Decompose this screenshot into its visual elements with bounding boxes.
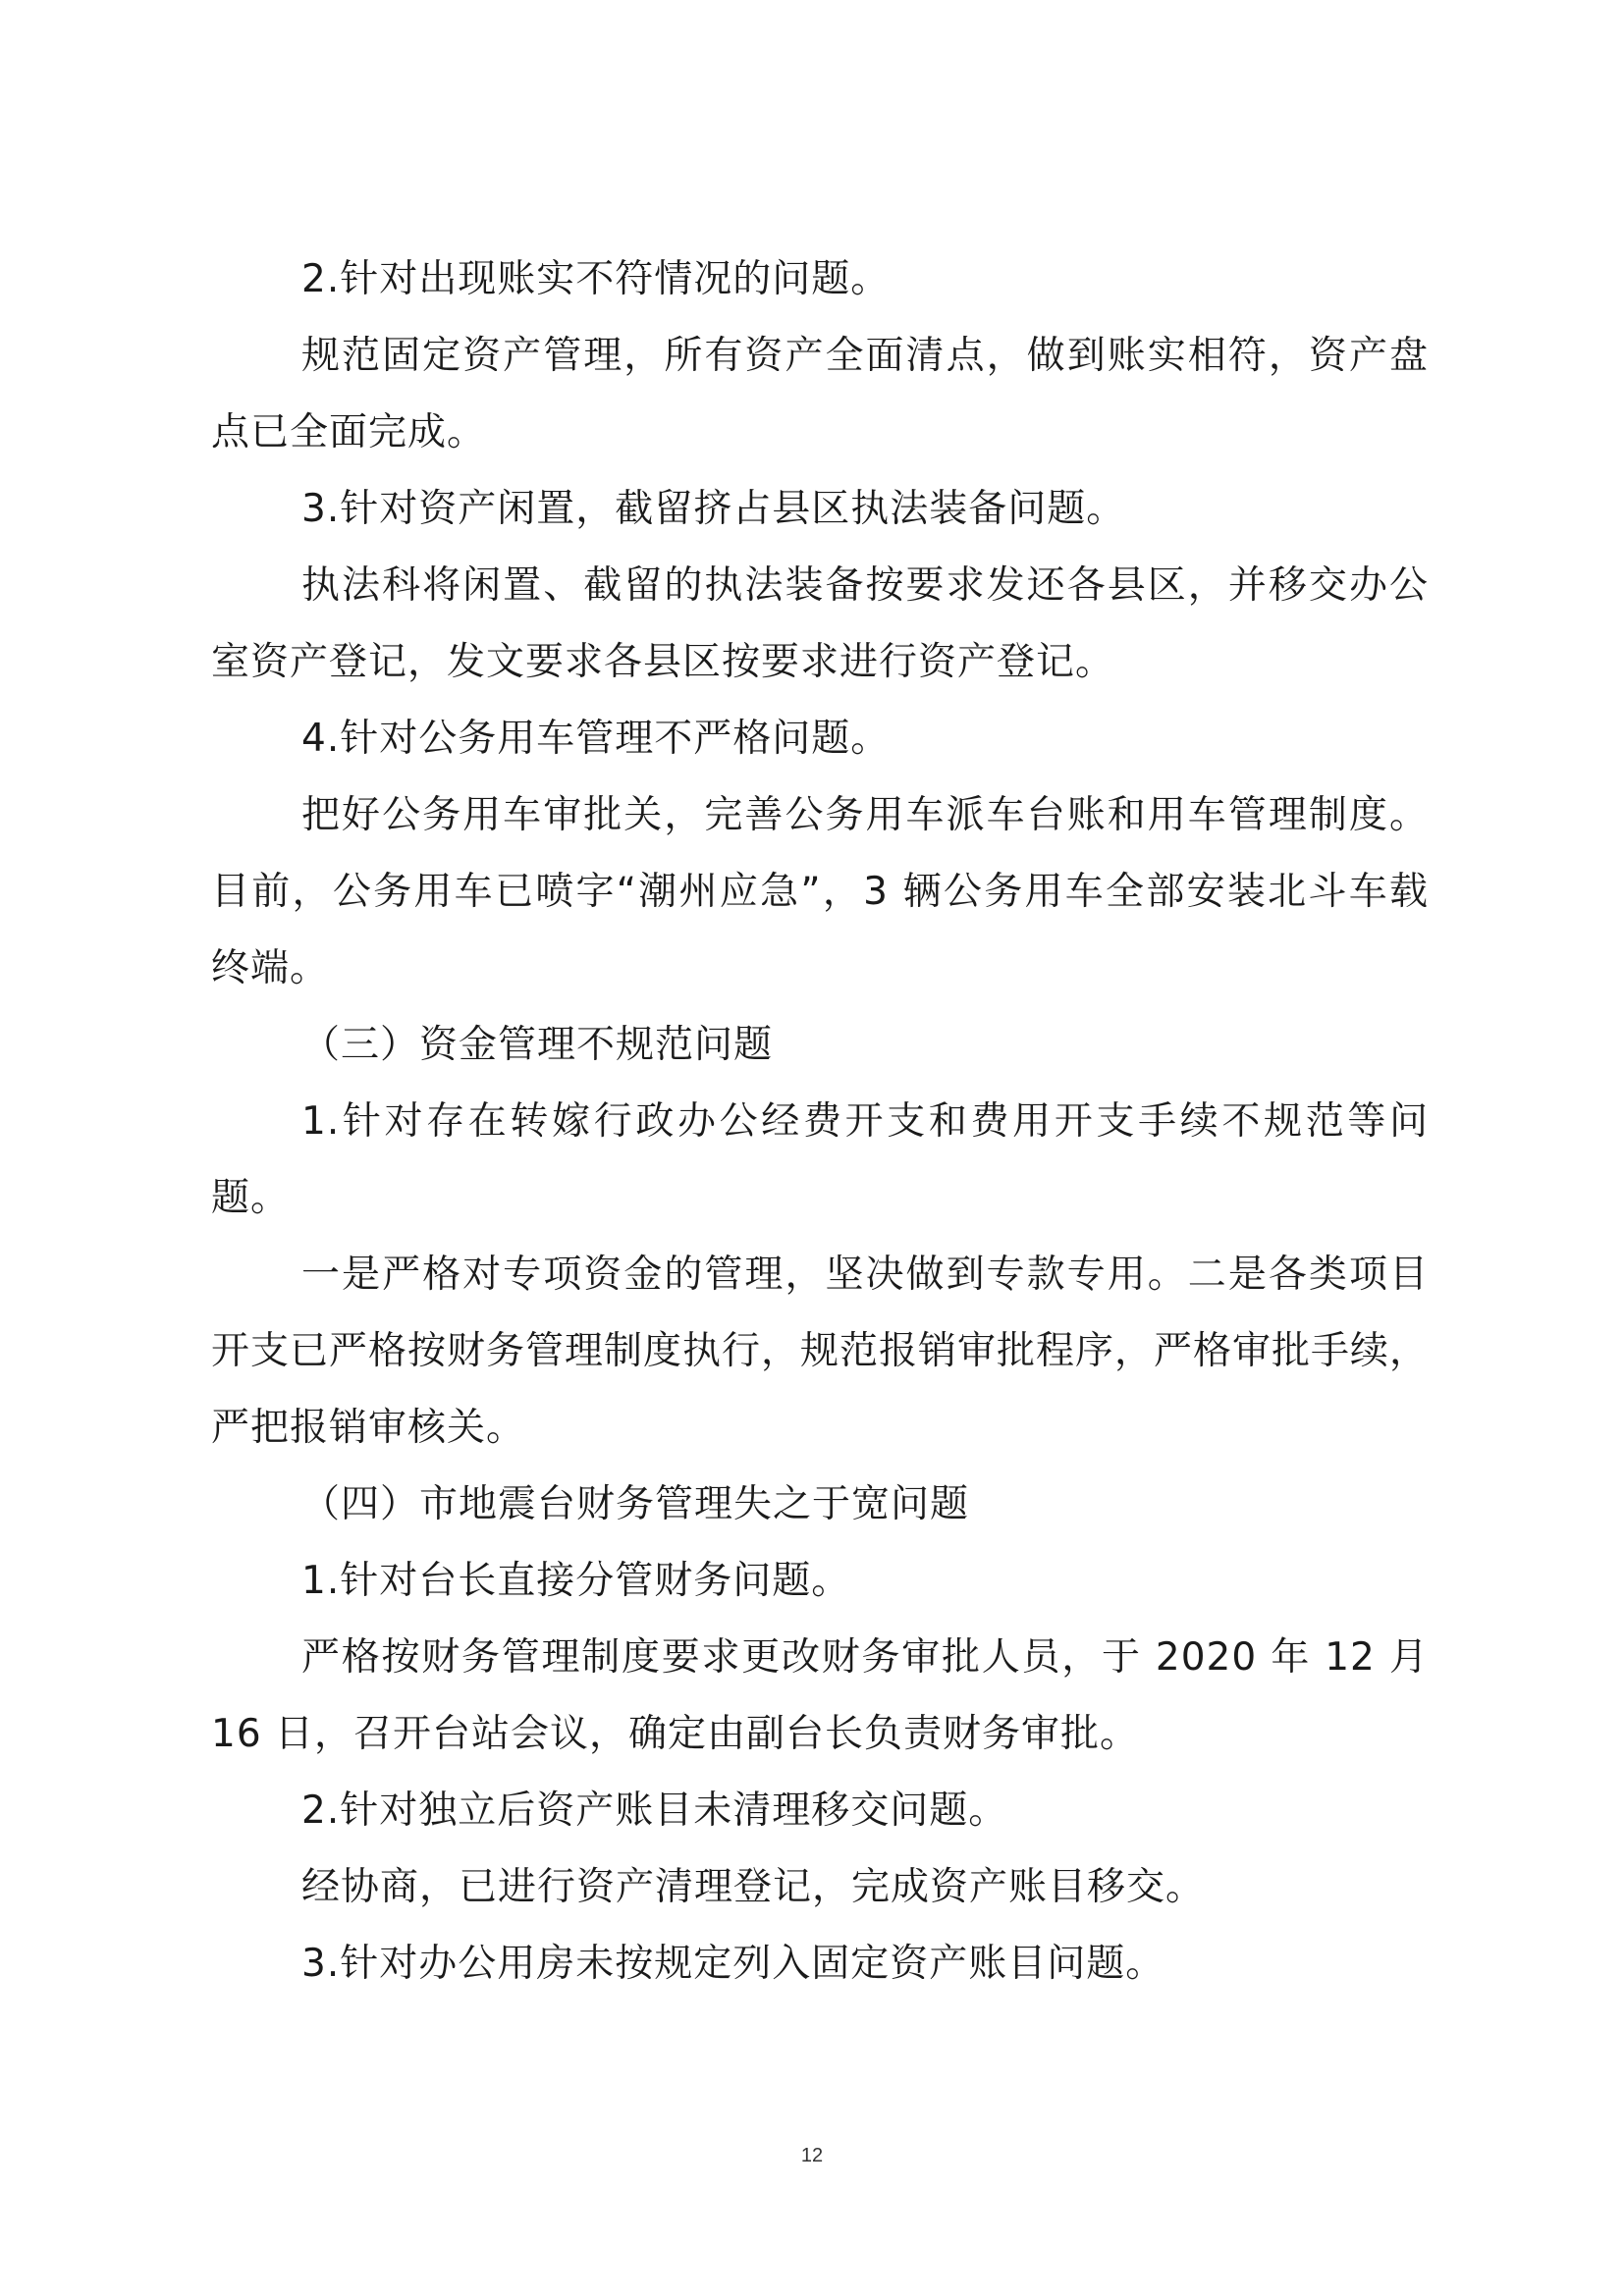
section-heading-4: （四）市地震台财务管理失之于宽问题 [301, 1482, 970, 1526]
paragraph: 把好公务用车审批关，完善公务用车派车台账和用车管理制度。目前，公务用车已喷字“潮州应急”，3 辆公务用车全部安装北斗车载终端。 [211, 793, 1429, 990]
heading-item-3: 3.针对资产闲置，截留挤占县区执法装备问题。 [301, 487, 1126, 531]
heading-item-1: 1.针对台长直接分管财务问题。 [301, 1559, 851, 1603]
paragraph: 规范固定资产管理，所有资产全面清点，做到账实相符，资产盘点已全面完成。 [211, 334, 1429, 454]
heading-item-1: 1.针对存在转嫁行政办公经费开支和费用开支手续不规范等问题。 [211, 1099, 1429, 1220]
body-text [211, 241, 1429, 2002]
heading-item-2: 2.针对出现账实不符情况的问题。 [301, 257, 891, 301]
section-heading-3: （三）资金管理不规范问题 [301, 1023, 774, 1067]
paragraph: 一是严格对专项资金的管理，坚决做到专款专用。二是各类项目开支已严格按财务管理制度执行，规范报销审批程序，严格审批手续，严把报销审核关。 [211, 1253, 1430, 1450]
paragraph: 严格按财务管理制度要求更改财务审批人员，于 2020 年 12 月 16 日，召开台站会议，确定由副台长负责财务审批。 [211, 1635, 1429, 1756]
paragraph: 执法科将闲置、截留的执法装备按要求发还各县区，并移交办公室资产登记，发文要求各县区按要求进行资产登记。 [211, 563, 1429, 684]
heading-item-3: 3.针对办公用房未按规定列入固定资产账目问题。 [301, 1942, 1165, 1986]
page-number: 12 [800, 2145, 824, 2166]
heading-item-2: 2.针对独立后资产账目未清理移交问题。 [301, 1789, 1008, 1833]
heading-item-4: 4.针对公务用车管理不严格问题。 [301, 717, 891, 761]
paragraph: 经协商，已进行资产清理登记，完成资产账目移交。 [301, 1865, 1206, 1909]
